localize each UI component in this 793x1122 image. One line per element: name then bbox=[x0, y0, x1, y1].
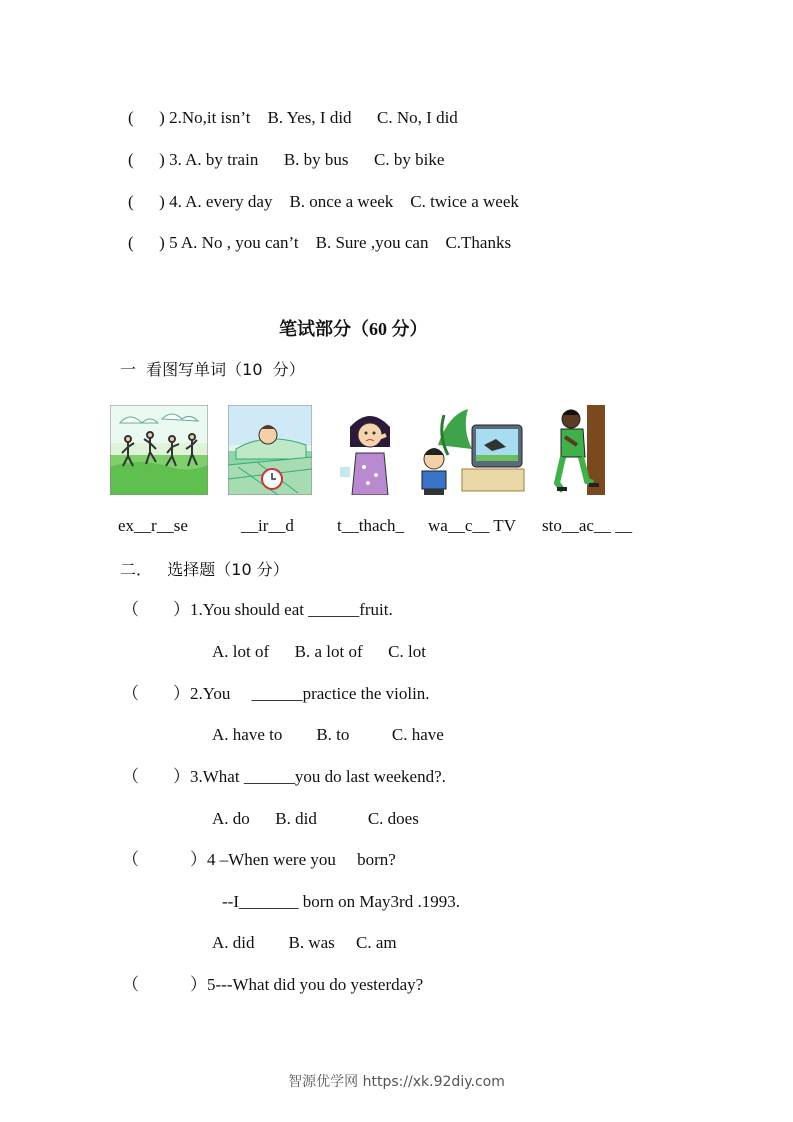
question-1: （ ）1.You should eat ______fruit. bbox=[122, 600, 393, 619]
question-2-options: A. have to B. to C. have bbox=[212, 725, 444, 744]
question-2: （ ）2.You ______practice the violin. bbox=[122, 684, 430, 703]
word-blank-4: wa__c__ TV bbox=[428, 516, 516, 535]
listening-item-4: ( ) 4. A. every day B. once a week C. twice a week bbox=[128, 192, 519, 211]
exercise-picture bbox=[110, 405, 208, 495]
toothache-picture bbox=[340, 405, 400, 495]
section2-heading: 二． 选择题（10 分） bbox=[120, 560, 289, 579]
word-blank-1: ex__r__se bbox=[118, 516, 188, 535]
question-3: （ ）3.What ______you do last weekend?. bbox=[122, 767, 446, 786]
stomachache-picture bbox=[553, 405, 605, 495]
section1-heading: 一 看图写单词（10 分） bbox=[120, 360, 305, 379]
question-4: （ ）4 –When were you born? bbox=[122, 850, 396, 869]
watch-tv-picture bbox=[418, 405, 528, 495]
word-blank-3: t__thach_ bbox=[337, 516, 405, 535]
tired-picture bbox=[228, 405, 312, 495]
question-4-answer: --I_______ born on May3rd .1993. bbox=[222, 892, 460, 911]
listening-item-3: ( ) 3. A. by train B. by bus C. by bike bbox=[128, 150, 445, 169]
footer-watermark: 智源优学网 https://xk.92diy.com bbox=[288, 1074, 505, 1090]
listening-item-2: ( ) 2.No,it isn’t B. Yes, I did C. No, I did bbox=[128, 108, 458, 127]
question-4-options: A. did B. was C. am bbox=[212, 933, 397, 952]
word-blank-5: sto__ac__ __ bbox=[542, 516, 633, 535]
word-blank-2: __ir__d bbox=[241, 516, 294, 535]
listening-item-5: ( ) 5 A. No , you can’t B. Sure ,you can C.Thanks bbox=[128, 233, 512, 252]
written-part-title: 笔试部分（60 分） bbox=[279, 319, 428, 339]
question-5: （ ）5---What did you do yesterday? bbox=[122, 975, 424, 994]
question-1-options: A. lot of B. a lot of C. lot bbox=[212, 642, 426, 661]
question-3-options: A. do B. did C. does bbox=[212, 809, 419, 828]
